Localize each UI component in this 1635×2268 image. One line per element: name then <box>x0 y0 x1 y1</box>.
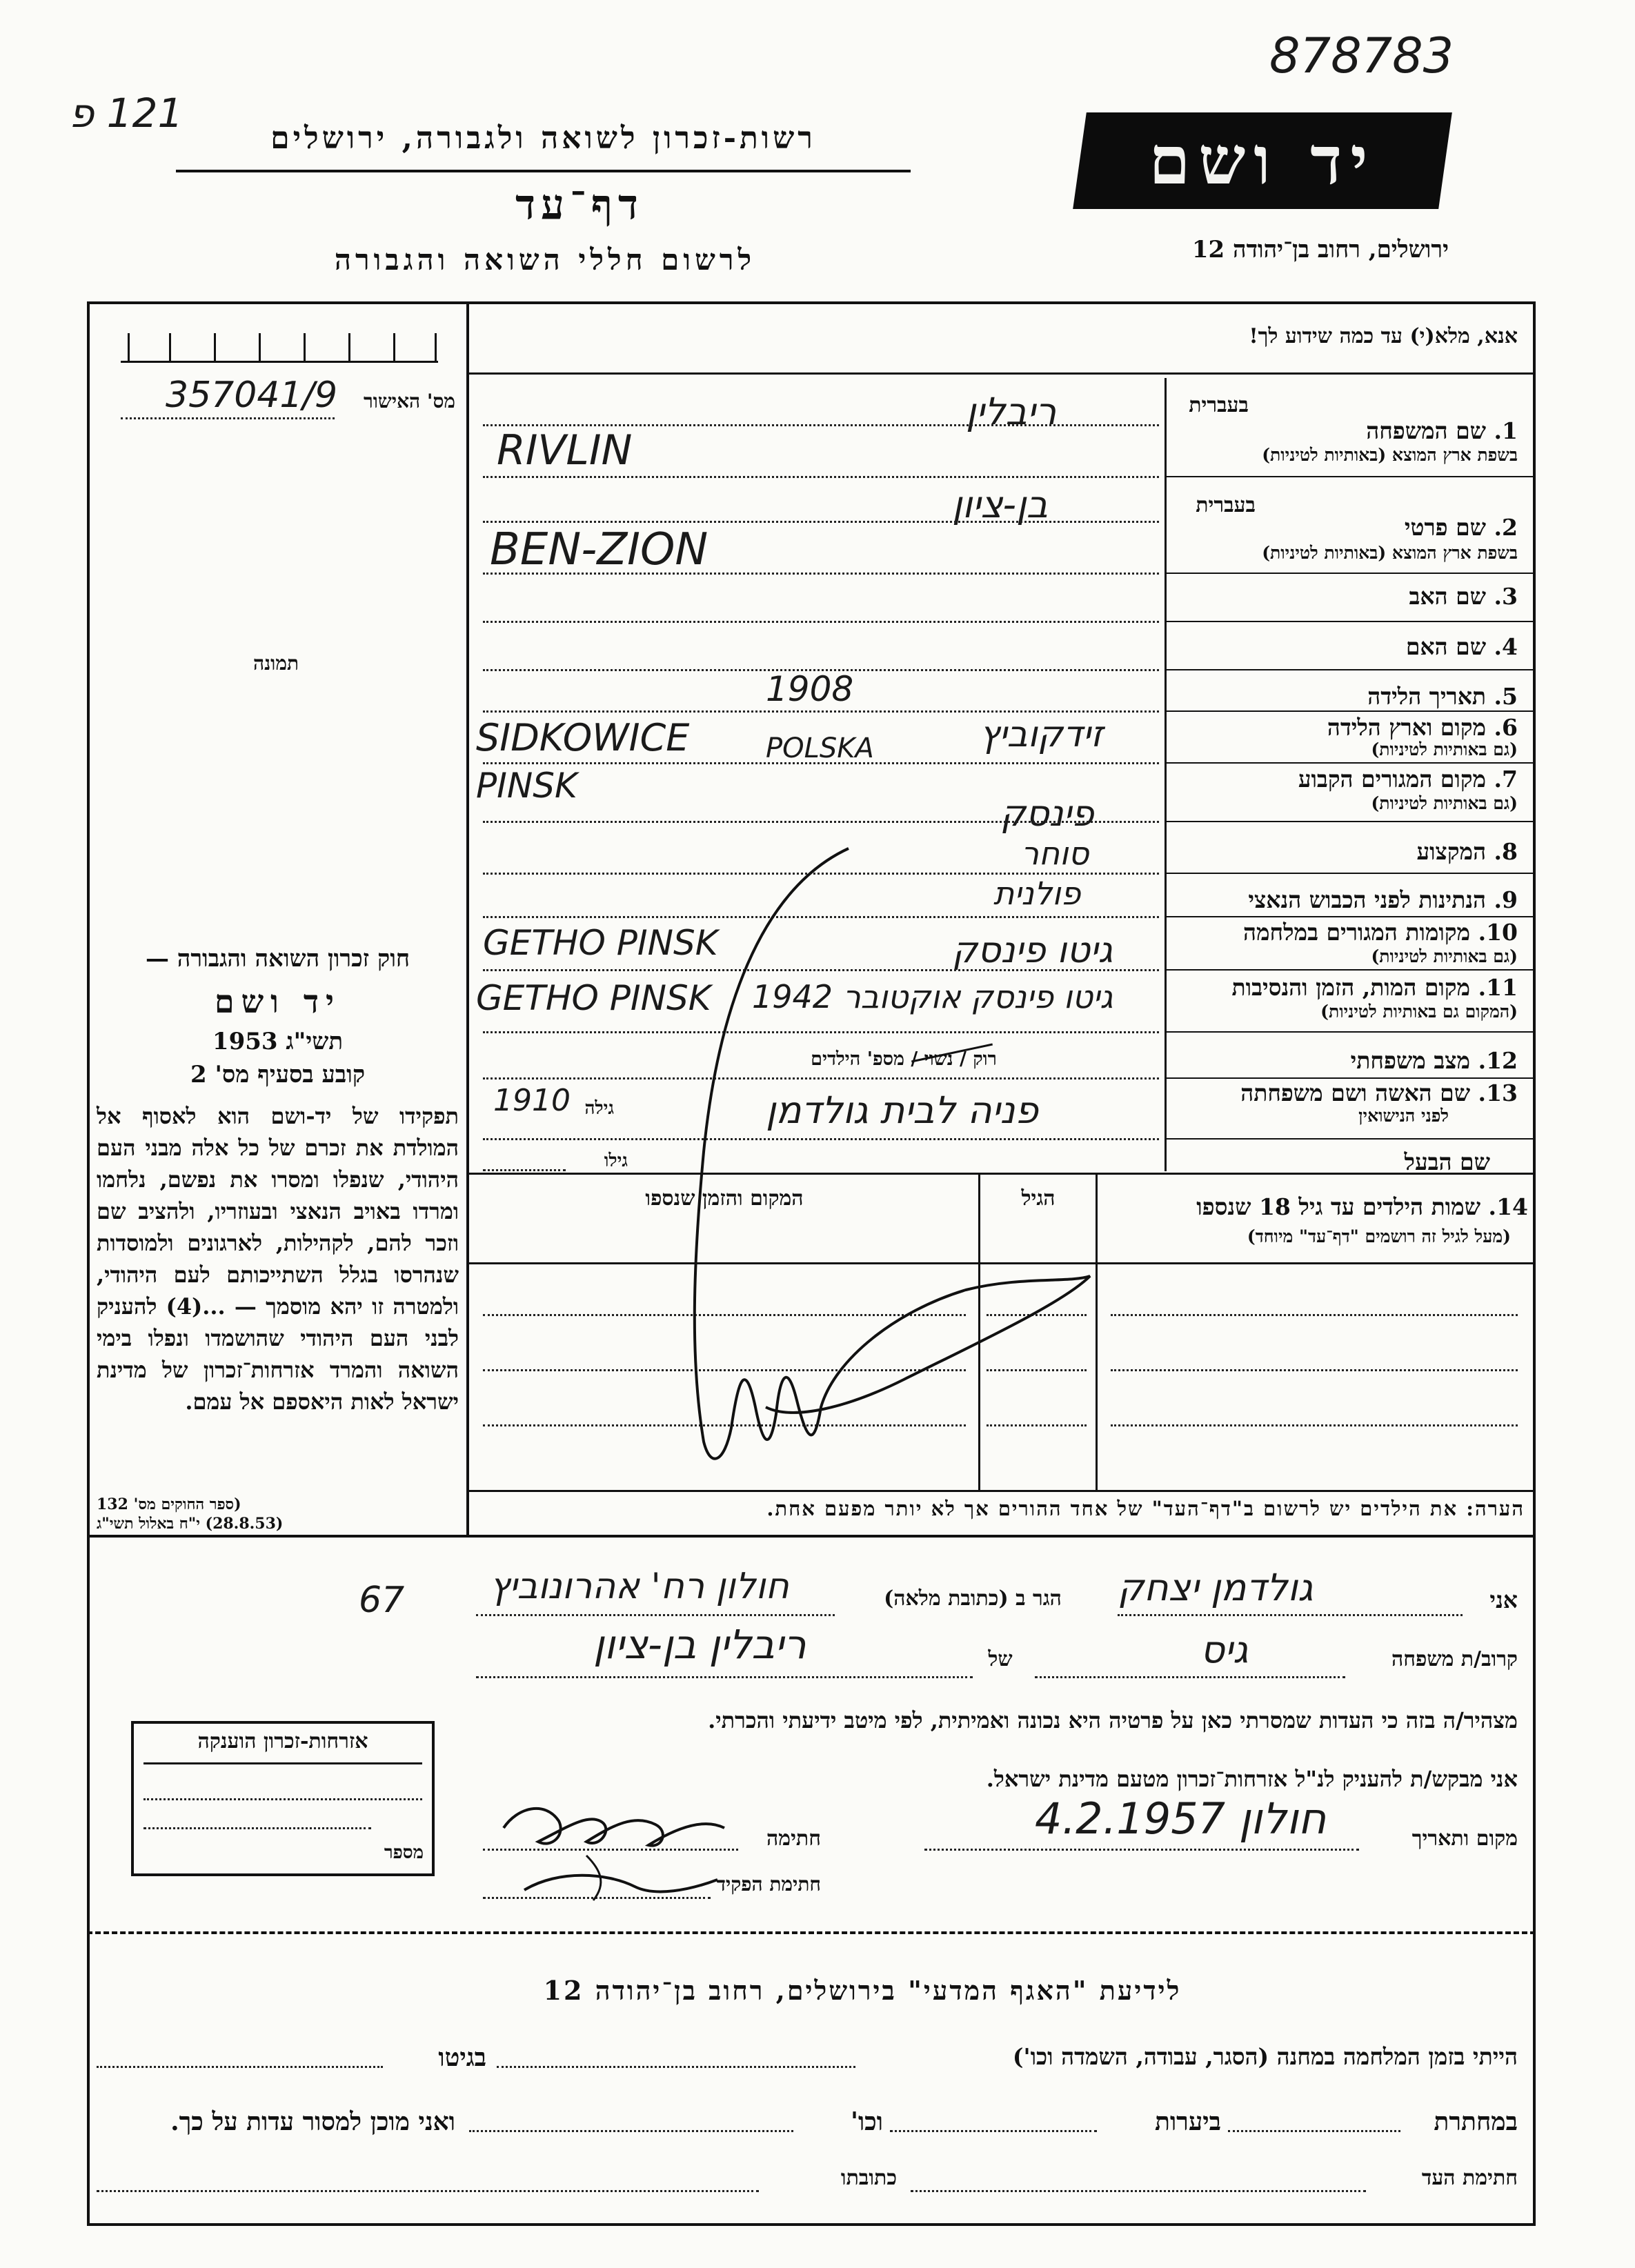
col-age-header: הגיל <box>1021 1186 1056 1211</box>
bottom-line1-b: בגיטו <box>438 2043 486 2072</box>
hebrew-label-2: בעברית <box>1196 493 1256 517</box>
row-divider <box>1165 916 1536 917</box>
place-date-label: מקום ותאריך <box>1411 1827 1518 1851</box>
declaration-ani: אני <box>1489 1586 1518 1613</box>
wife-year: 1910 <box>493 1083 571 1118</box>
approval-tick-boxes <box>121 333 438 361</box>
children-subheader: (מעל לגיל זה רושמים "דף־עד" מיוחד) <box>1247 1226 1511 1246</box>
approval-line <box>121 417 335 419</box>
field-birthplace-label: 6. מקום וארץ הלידה <box>1327 714 1518 741</box>
table-row-line <box>1111 1424 1518 1426</box>
field-death-label: 11. מקום המות, הזמן והנסיבות <box>1231 974 1518 1001</box>
relation-label: קרוב/ת משפחה <box>1391 1647 1518 1671</box>
field-firstname-label: 2. שם פרטי <box>1404 514 1518 541</box>
birthplace-hebrew: זידקוביץ <box>980 714 1103 755</box>
row-divider <box>1165 762 1536 764</box>
war-residence-hebrew: גיטו פינסק <box>952 930 1113 971</box>
surname-latin: RIVLIN <box>497 426 633 475</box>
form-section-divider <box>87 1535 1536 1538</box>
death-place-hebrew: גיטו פינסק אוקטובר 1942 <box>752 978 1113 1015</box>
citizenship-box-number-label: מספר <box>384 1842 424 1863</box>
citizenship-granted-box <box>131 1721 435 1876</box>
table-row-line <box>1111 1314 1518 1316</box>
field-profession-label: 8. המקצוע <box>1416 838 1518 865</box>
field-residence-sub: (גם באותיות לטיניות) <box>1371 793 1518 813</box>
firstname-latin-line <box>483 573 1159 575</box>
children-header: 14. שמות הילדים עד גיל 18 שנספו <box>1196 1193 1528 1220</box>
place-date-value: חולון 4.2.1957 <box>1035 1793 1327 1844</box>
residence-latin: PINSK <box>476 766 577 806</box>
col-place-header: המקום והזמן שנספו <box>645 1186 804 1211</box>
row-divider <box>1165 1077 1536 1079</box>
bottom-line1-fill <box>497 2066 855 2068</box>
field-surname-label: 1. שם המשפחה <box>1366 417 1518 444</box>
birthplace-line <box>483 762 1159 764</box>
field-birthplace-sub: (גם באותיות לטיניות) <box>1371 739 1518 759</box>
field-marital-label: 12. מצב משפחתי <box>1350 1047 1518 1074</box>
place-date-line <box>924 1849 1359 1851</box>
approval-number: 357041/9 <box>166 375 338 416</box>
field-husband-label: שם הבעל <box>1404 1148 1490 1175</box>
witness-signature <box>483 1787 745 1918</box>
of-line <box>476 1676 973 1678</box>
row-divider <box>1165 621 1536 622</box>
address-line <box>476 1614 835 1616</box>
name-line <box>1118 1614 1463 1616</box>
document-title: דף־עד <box>515 181 644 229</box>
field-wife-sub: לפני הנישואין <box>1358 1106 1449 1126</box>
birth-country-latin: POLSKA <box>766 733 874 764</box>
row-divider <box>1165 476 1536 477</box>
row-divider <box>1165 710 1536 712</box>
citizenship-value: פולנית <box>993 875 1081 912</box>
firstname-latin: BEN-ZION <box>490 524 708 575</box>
relation-value: גיס <box>1200 1628 1249 1671</box>
row-divider <box>1165 873 1536 874</box>
citizenship-box-title: אזרחות-זכרון הוענקה <box>197 1729 368 1753</box>
table-row-line <box>1111 1369 1518 1371</box>
law-year: תשי"ג 1953 <box>212 1028 344 1055</box>
authority-underline <box>176 170 911 172</box>
field-firstname-sub: בשפת ארץ המוצא (באותיות לטיניות) <box>1262 543 1518 563</box>
clerk-label: חתימת הפקיד <box>716 1873 821 1896</box>
of-label: של <box>988 1647 1013 1671</box>
law-footnote-1: (ספר החוקים מס' 132 <box>97 1495 241 1513</box>
field-wife-label: 13. שם האשה ושם משפחתה <box>1240 1080 1518 1106</box>
instruction-text: אנא, מלא(י) עד כמה שידוע לך! <box>1249 324 1518 348</box>
relation-line <box>1035 1676 1345 1678</box>
bottom-line3-a: חתימת העד <box>1421 2166 1518 2190</box>
law-body: תפקידו של יד-ושם הוא לאסוף אל המולדת את זכרם של כל אלה מבני העם היהודי, שנפלו ומסרו את נפשם, נלחמו ומרדו באויב הנאצי ובעוזריו, ולהציב שם וזכר להם, לקהילות, לארגונים ולמוסדות שנהרסו בגלל השתייכותם לעם היהודי, ולמטרה זו יהא מוסמך — ...(4) להעניק לבני העם היהודי שהושמדו ונפלו בימי השואה והמרד אזרחות־זכרון של מדינת ישראל לאות היאספם אל עמם. <box>97 1103 459 1415</box>
field-war-residence-sub: (גם באותיות לטיניות) <box>1371 946 1518 966</box>
husband-age-line <box>483 1169 566 1171</box>
birthplace-latin: SIDKOWICE <box>476 716 690 759</box>
declarant-name: גולדמן יצחק <box>1118 1566 1314 1609</box>
page-reference: 121 פ <box>69 90 184 137</box>
row-divider <box>1165 969 1536 971</box>
law-clause: קובע בסעיף מס' 2 <box>190 1061 366 1088</box>
instruction-divider <box>466 372 1536 375</box>
firstname-hebrew: בן-ציון <box>952 483 1048 526</box>
law-logo: יד ושם <box>214 983 341 1020</box>
residence-line <box>483 821 1159 823</box>
wife-age-label: גילה <box>584 1098 614 1119</box>
husband-age-label: גילו <box>604 1151 628 1171</box>
field-mother-label: 4. שם האם <box>1405 633 1518 660</box>
row-divider <box>1165 669 1536 670</box>
bottom-line2-fill2 <box>890 2130 1097 2132</box>
surname-line <box>483 424 1159 426</box>
bottom-line2-fill1 <box>1228 2130 1400 2132</box>
bottom-line2-b: ביערות <box>1154 2107 1221 2136</box>
bottom-line2-a: במחתרת <box>1434 2107 1518 2136</box>
birthdate-line <box>483 710 1159 713</box>
surname-latin-line <box>483 476 1159 478</box>
birth-year: 1908 <box>766 669 854 709</box>
row-divider <box>1165 821 1536 822</box>
wife-name: פניה לבית גולדמן <box>766 1088 1039 1132</box>
law-footnote-2: (28.8.53) י"ח באלול תשי"ג <box>97 1515 284 1533</box>
bottom-line2-fill3 <box>469 2130 793 2132</box>
tear-off-line <box>87 1931 1536 1934</box>
row-divider <box>1165 1031 1536 1033</box>
bottom-line3-fill1 <box>911 2190 1366 2192</box>
signature-label: חתימה <box>766 1827 821 1851</box>
field-surname-sub: בשפת ארץ המוצא (באותיות לטיניות) <box>1262 445 1518 465</box>
logo-text: יד ושם <box>1149 121 1376 199</box>
table-bottom-line <box>466 1490 1536 1492</box>
line-number-67: 67 <box>359 1580 405 1621</box>
firstname-line <box>483 521 1159 523</box>
row-divider <box>1165 573 1536 574</box>
left-panel-separator <box>466 301 469 1536</box>
declaration-request: אני מבקש/ת להעניק לנ"ל אזרחות־זכרון מטעם מדינת ישראל. <box>986 1766 1518 1792</box>
bottom-line1-a: הייתי בזמן המלחמה במחנה (הסגר, עבודה, השמדה וכו') <box>1012 2043 1518 2070</box>
father-line <box>483 621 1159 623</box>
hebrew-label-1: בעברית <box>1189 393 1249 417</box>
law-title: חוק זכרון השואה והגבורה — <box>145 945 410 973</box>
cancellation-scribble <box>676 835 1104 1476</box>
death-place-latin: GETHO PINSK <box>476 978 711 1018</box>
row-divider <box>1165 1138 1536 1140</box>
residing-label: הגר ב (כתובת מלאה) <box>884 1586 1062 1611</box>
residence-hebrew: פינסק <box>1000 793 1094 835</box>
profession-value: סוחר <box>1021 835 1089 872</box>
marital-options: רוק / נשוי / מספ' הילדים <box>811 1048 997 1070</box>
address: ירושלים, רחוב בן־יהודה 12 <box>1191 236 1449 263</box>
declaration-statement: מצהיר/ה בזה כי העדות שמסרתי כאן על פרטיה היא נכונה ואמיתית, לפי מיטב ידיעתי והכרתי. <box>708 1707 1518 1733</box>
field-residence-label: 7. מקום המגורים הקבוע <box>1298 766 1518 793</box>
yad-vashem-logo <box>1073 112 1452 209</box>
archive-number: 878783 <box>1269 28 1454 84</box>
of-value: ריבלין בן-ציון <box>593 1621 806 1668</box>
declarant-address: חולון רח' אהרונוביץ <box>490 1566 789 1607</box>
field-birthdate-label: 5. תאריך הלידה <box>1367 683 1518 710</box>
bottom-line2-d: ואני מוכן למסור עדות על כך. <box>170 2107 455 2136</box>
authority-name: רשות-זכרון לשואה ולגבורה, ירושלים <box>270 121 816 156</box>
bottom-line3-fill2 <box>97 2190 759 2192</box>
field-father-label: 3. שם האב <box>1409 583 1518 610</box>
document-subtitle: לרשום חללי השואה והגבורה <box>334 243 756 277</box>
bottom-line1-fill2 <box>97 2066 383 2068</box>
surname-hebrew: ריבלין <box>966 390 1057 433</box>
bottom-line3-b: כתובתו <box>840 2166 897 2190</box>
field-death-sub: (המקום גם באותיות לטיניות) <box>1320 1002 1518 1022</box>
field-war-residence-label: 10. מקומות המגורים במלחמה <box>1243 919 1518 946</box>
war-residence-latin: GETHO PINSK <box>483 923 718 963</box>
bottom-title: לידיעת "האגף המדעי" בירושלים, רחוב בן־יהודה 12 <box>543 1975 1182 2006</box>
field-citizenship-label: 9. הנתינות לפני הכבוש הנאצי <box>1248 886 1518 913</box>
children-note: הערה: את הילדים יש לרשום ב"דף־העד" של אחד ההורים אך לא יותר מפעם אחת. <box>766 1497 1525 1520</box>
photo-label: תמונה <box>252 652 299 675</box>
label-column-separator <box>1165 378 1167 1171</box>
approval-label: מס' האישור <box>363 390 455 412</box>
bottom-line2-c: וכו' <box>850 2107 883 2136</box>
